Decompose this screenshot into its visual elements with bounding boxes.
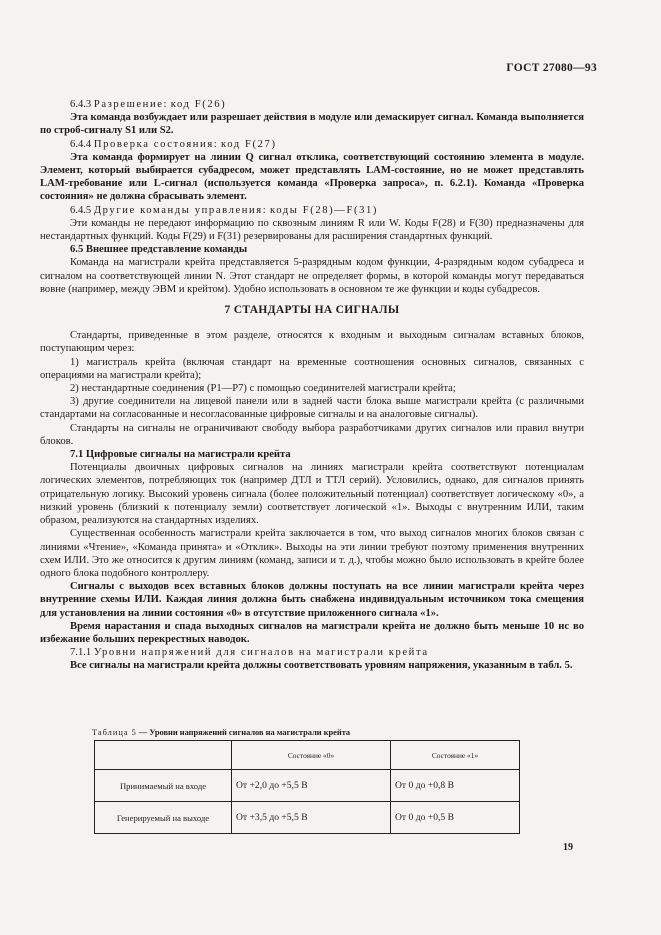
table-header-row [95,741,520,770]
list-item-2: 2) нестандартные соединения (P1—P7) с помощью соединителей магистрали крейта; [70,383,456,395]
heading-6-4-5 [40,204,584,217]
heading-6-4-4 [40,138,584,151]
heading-code: код F(26) [170,99,227,110]
heading-title: Проверка состояния: [93,138,219,150]
table-header-state1: Состояние «1» [391,741,520,770]
table-row [95,770,520,802]
heading-number: 7.1.1 [70,647,92,659]
heading-number: 6.4.3 [70,99,92,110]
paragraph-6-4-4: Эта команда формирует на линии Q сигнал отклика, соответствующий состоянию элемента в модуле. Элемент, который выбирается субадресом, может представлять LAM-состояние, но не может представлять LAM-требование или L-сигнал (используется команда «Проверка запроса», п. 6.2.1). Команда «Проверка состояния» не должна сбрасывать элемент. [40,151,584,203]
heading-title: Уровни напряжений для сигналов на магистрали крейта [93,647,429,659]
table-caption [92,728,350,737]
page-number: 19 [563,842,573,853]
table-header-empty [95,741,232,770]
heading-code: коды F(28)—F(31) [269,204,379,216]
paragraph-7-1-b: Существенная особенность магистрали крейта заключается в том, что выход сигналов многих блоков связан с линиями «Чтение», «Команда принята» и «Отклик». Выходы на эти линии требуют поэтому применения внутренних схем ИЛИ. Это же относится к другим линиям (команд, записи и т. д.), чтобы можно было использовать в крейте более одного блока подобного контроллеру. [40,528,584,579]
heading-number: 6.4.4 [70,138,92,150]
table-cell-state0: От +2,0 до +5,5 В [232,770,391,802]
heading-6-4-3 [40,98,584,111]
table-cell-state1: От 0 до +0,5 В [391,802,520,834]
heading-7-1-1 [40,646,584,659]
paragraph-6-5: Команда на магистрали крейта представляется 5-разрядным кодом функции, 4-разрядным кодом субадреса и сигналом на соответствующей линии N. Этот стандарт не определяет формы, в которой команды могут передаваться вовне (например, между ЭВМ и крейтом). Удобно использовать в основном те же функции и коды субадресов. [40,257,584,295]
list-item-1: 1) магистраль крейта (включая стандарт на временные соотношения основных сигналов, связанных с операциями на магистрали крейта); [40,356,584,381]
paragraph-7-intro: Стандарты, приведенные в этом разделе, относятся к входным и выходным сигналам вставных блоков, поступающим через: [40,330,584,355]
paragraph-7-1-c: Сигналы с выходов всех вставных блоков должны поступать на все линии магистрали крейта через внутренние схемы ИЛИ. Каждая линия должна быть снабжена индивидуальным источником тока смещения для установления на линии состояния «0» в отсутствие приложенного сигнала «1». [40,581,584,619]
paragraph-7-1-1: Все сигналы на магистрали крейта должны соответствовать уровням напряжения, указанным в табл. 5. [70,660,573,672]
table-cell-state0: От +3,5 до +5,5 В [232,802,391,834]
voltage-levels-table [94,740,520,834]
paragraph-7-note: Стандарты на сигналы не ограничивают свободу выбора разработчиками других сигналов или правил внутри блоков. [40,422,584,447]
table-caption-label: Таблица 5 [92,728,137,737]
heading-code: код F(27) [221,138,277,150]
paragraph-7-1-a: Потенциалы двоичных цифровых сигналов на линиях магистрали крейта соответствуют потенциалам логических элементов, потребляющих ток (например ДТЛ и ТТЛ серий). Условились, однако, для сигналов принять отрицательную логику. Высокий уровень сигнала (более положительный потенциал) соответствует логическому «0», а низкий уровень (близкий к потенциалу земли) соответствует логической «1». Выходы с внутренним ИЛИ, таким образом, реализуются на стандартных изделиях. [40,462,584,527]
document-header: ГОСТ 27080—93 [506,62,597,74]
table-header-state0: Состояние «0» [232,741,391,770]
list-item-3: 3) другие соединители на лицевой панели или в задней части блока выше магистрали крейта (с различными стандартами на согласованные и несогласованные цифровые сигналы и на аналоговые сигналы). [40,396,584,421]
table-cell-state1: От 0 до +0,8 В [391,770,520,802]
paragraph-6-4-3: Эта команда возбуждает или разрешает действия в модуле или демаскирует сигнал. Команда выполняется по строб-сигналу S1 или S2. [40,112,584,137]
document-body [40,98,584,673]
table-caption-title: — Уровни напряжений сигналов на магистрали крейта [136,728,351,737]
heading-6-5: 6.5 Внешнее представление команды [70,244,248,256]
table-cell-label: Принимаемый на входе [95,770,232,802]
heading-7-1: 7.1 Цифровые сигналы на магистрали крейта [70,449,291,461]
section-7-title: 7 СТАНДАРТЫ НА СИГНАЛЫ [224,304,400,317]
heading-number: 6.4.5 [70,204,92,216]
table-row [95,802,520,834]
table-cell-label: Генерируемый на выходе [95,802,232,834]
heading-title: Разрешение: [93,99,169,110]
heading-title: Другие команды управления: [93,204,268,216]
paragraph-7-1-d: Время нарастания и спада выходных сигналов на магистрали крейта не должно быть меньше 10 нс во избежание больших перекрестных наводок. [40,620,584,645]
paragraph-6-4-5: Эти команды не передают информацию по сквозным линиям R или W. Коды F(28) и F(30) предназначены для нестандартных функций. Коды F(29) и F(31) резервированы для расширения стандартных функций. [40,217,584,243]
